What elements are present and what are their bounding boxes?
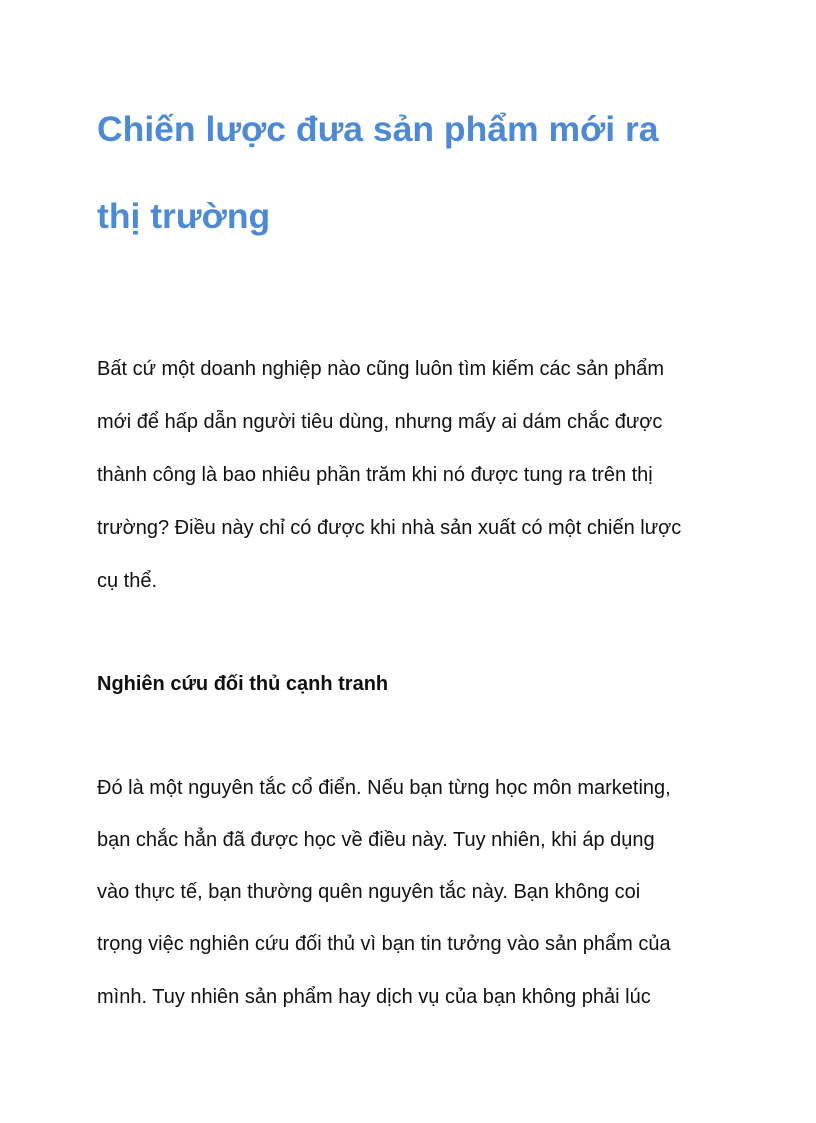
section-paragraph-line-5: mình. Tuy nhiên sản phẩm hay dịch vụ của bạn không phải lúc [97,986,651,1008]
intro-paragraph-line-1: Bất cứ một doanh nghiệp nào cũng luôn tìm kiếm các sản phẩm [97,358,665,380]
section-heading: Nghiên cứu đối thủ cạnh tranh [97,673,389,695]
intro-paragraph-line-4: trường? Điều này chỉ có được khi nhà sản xuất có một chiến lược [97,517,682,539]
document-title-line-1: Chiến lược đưa sản phẩm mới ra [97,109,659,149]
section-paragraph-line-1: Đó là một nguyên tắc cổ điển. Nếu bạn từng học môn marketing, [97,777,671,799]
intro-paragraph-line-2: mới để hấp dẫn người tiêu dùng, nhưng mấy ai dám chắc được [97,411,663,433]
intro-paragraph-line-3: thành công là bao nhiêu phần trăm khi nó được tung ra trên thị [97,464,653,486]
section-paragraph-line-4: trọng việc nghiên cứu đối thủ vì bạn tin tưởng vào sản phẩm của [97,933,671,955]
document-title-line-2: thị trường [97,196,271,236]
intro-paragraph-line-5: cụ thể. [97,570,158,592]
section-paragraph-line-2: bạn chắc hẳn đã được học về điều này. Tuy nhiên, khi áp dụng [97,829,655,851]
section-paragraph-line-3: vào thực tế, bạn thường quên nguyên tắc này. Bạn không coi [97,881,641,903]
